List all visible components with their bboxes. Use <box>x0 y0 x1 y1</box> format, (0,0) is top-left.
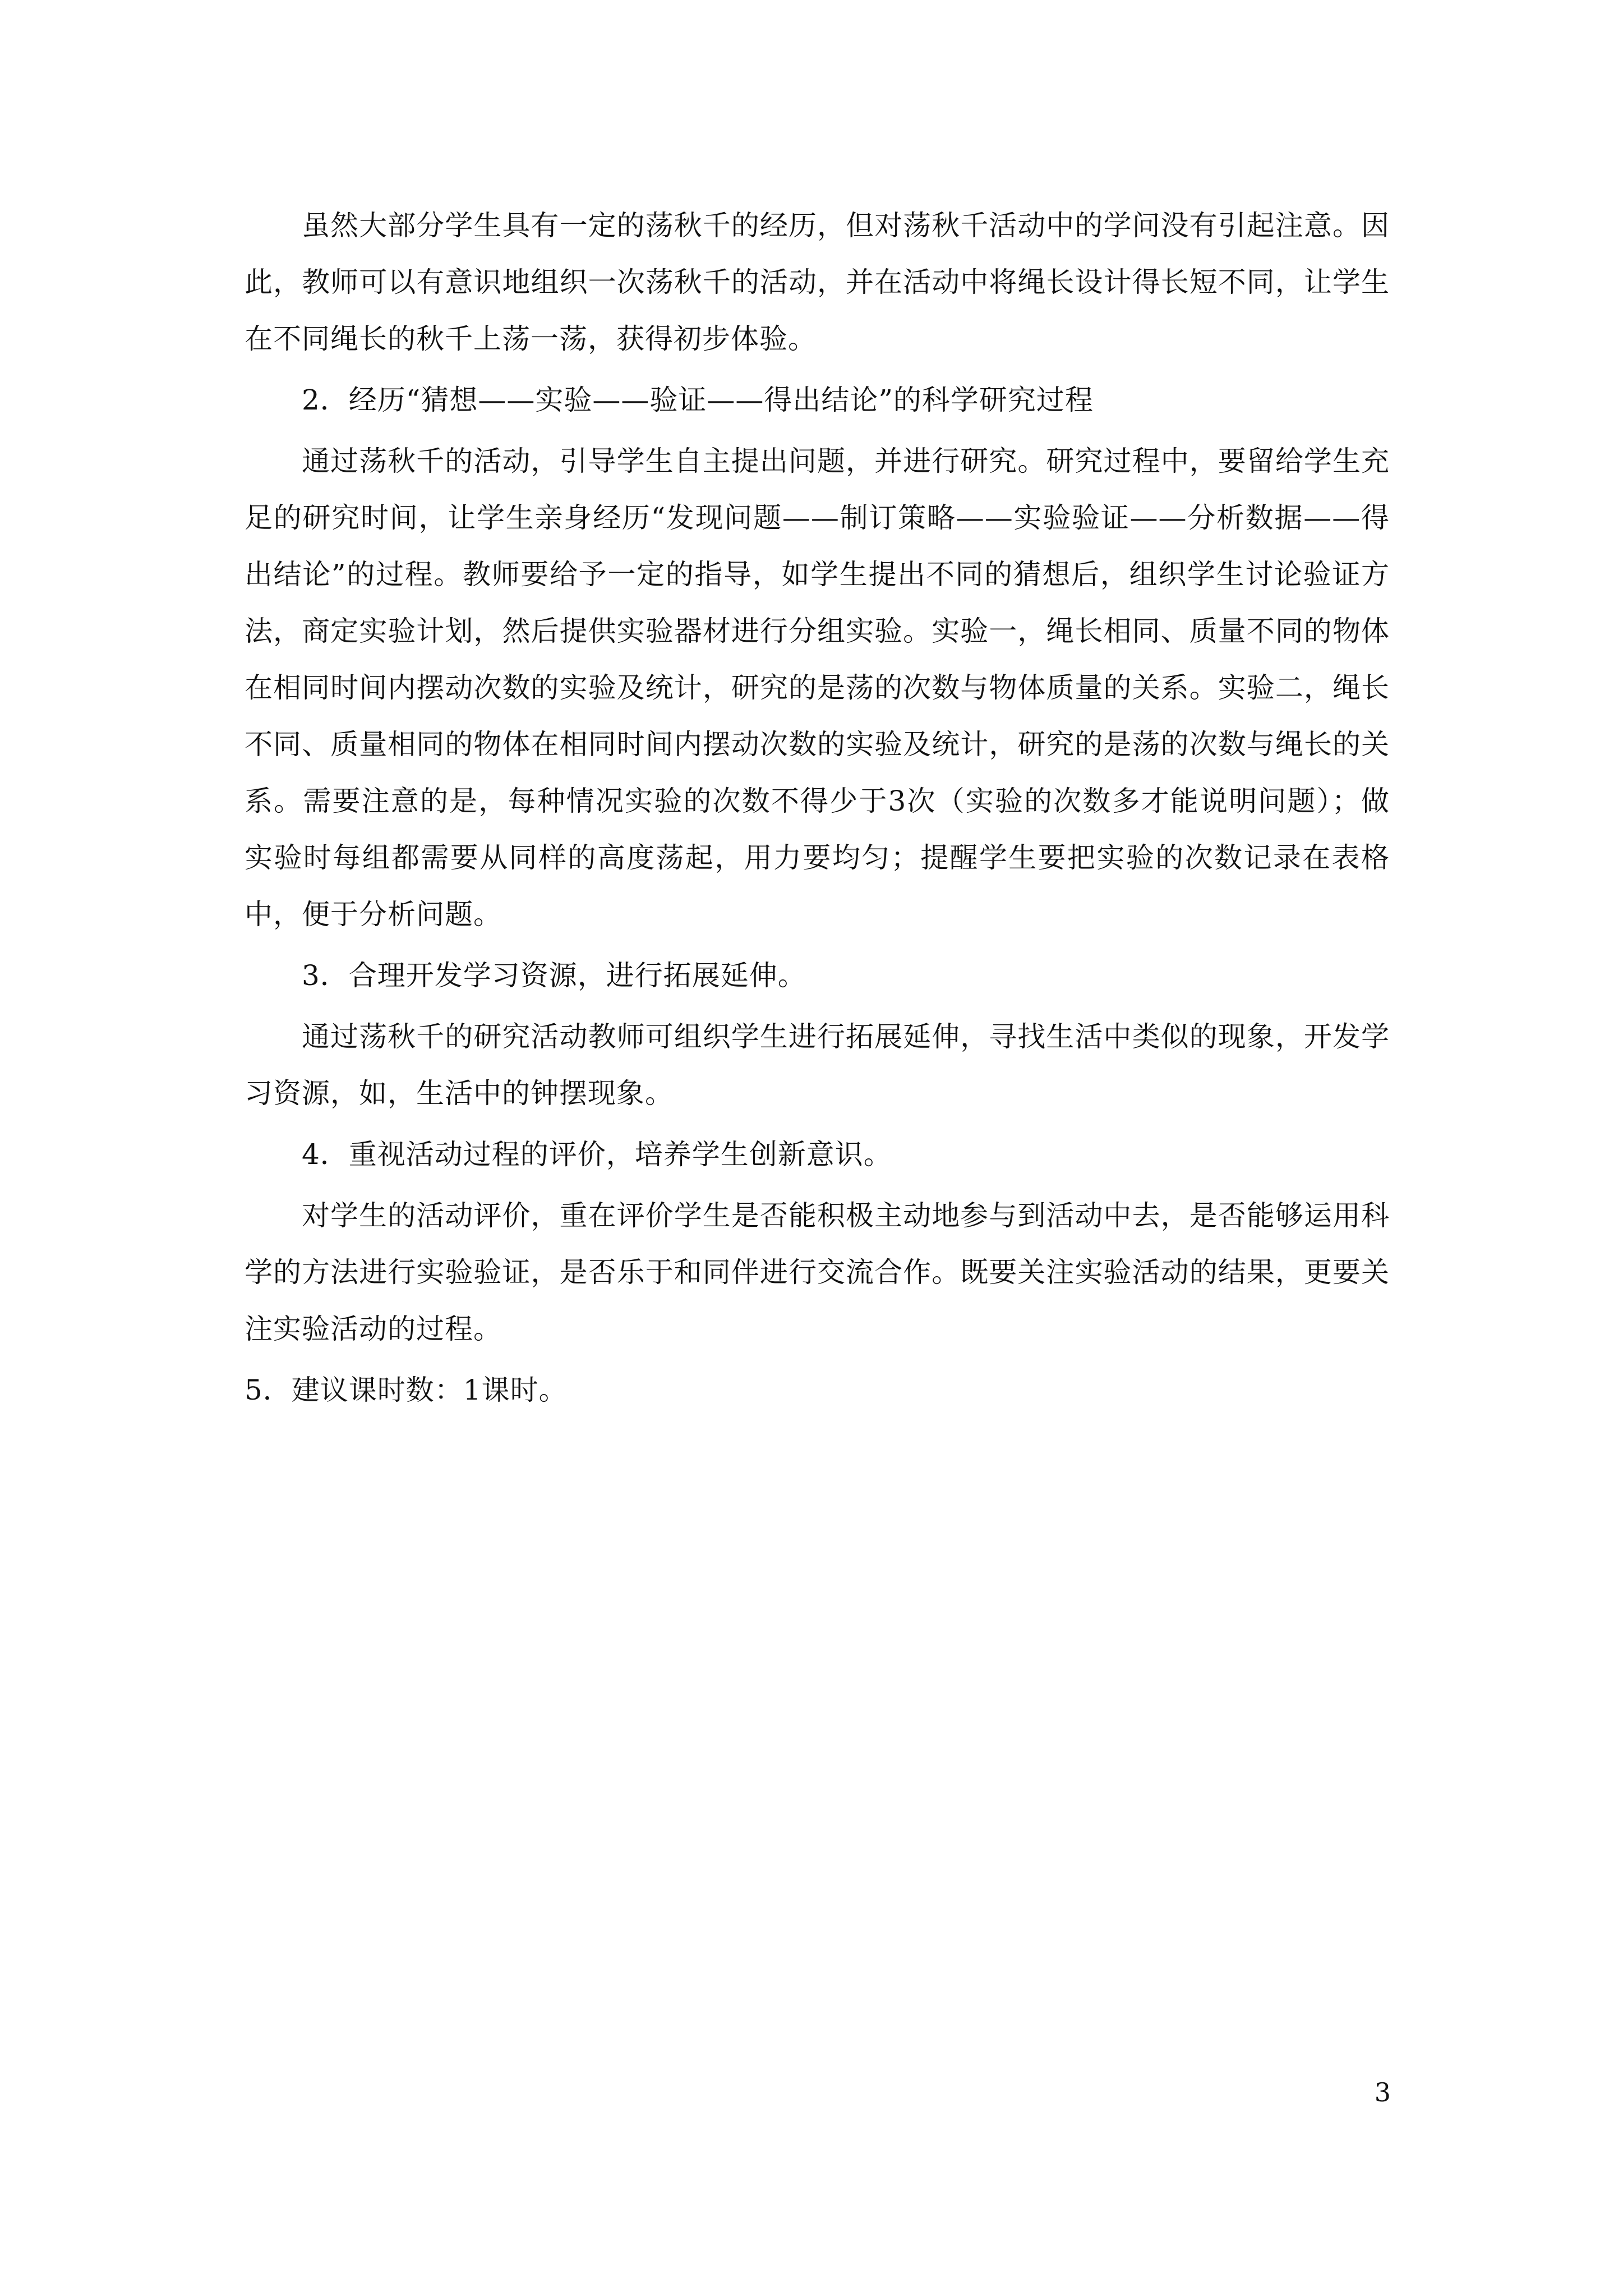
heading-learning-resources: 3．合理开发学习资源，进行拓展延伸。 <box>302 959 806 992</box>
page-number: 3 <box>1374 2077 1391 2108</box>
paragraph-research-process: 通过荡秋千的活动，引导学生自主提出问题，并进行研究。研究过程中，要留给学生充足的研究时间，让学生亲身经历“发现问题——制订策略——实验验证——分析数据——得出结论”的过程。教师要给予一定的指导，如学生提出不同的猜想后，组织学生讨论验证方法，商定实验计划，然后提供实验器材进行分组实验。实验一，绳长相同、质量不同的物体在相同时间内摆动次数的实验及统计，研究的是荡的次数与物体质量的关系。实验二，绳长不同、质量相同的物体在相同时间内摆动次数的实验及统计，研究的是荡的次数与绳长的关系。需要注意的是，每种情况实验的次数不得少于3次（实验的次数多才能说明问题）；做实验时每组都需要从同样的高度荡起，用力要均匀；提醒学生要把实验的次数记录在表格中，便于分析问题。 <box>245 445 1390 931</box>
paragraph-evaluation: 对学生的活动评价，重在评价学生是否能积极主动地参与到活动中去，是否能够运用科学的方法进行实验验证，是否乐于和同伴进行交流合作。既要关注实验活动的结果，更要关注实验活动的过程。 <box>245 1199 1390 1345</box>
suggested-class-hours: 5．建议课时数：1课时。 <box>245 1374 568 1406</box>
heading-scientific-process: 2．经历“猜想——实验——验证——得出结论”的科学研究过程 <box>302 384 1094 416</box>
paragraph-swing-experience: 虽然大部分学生具有一定的荡秋千的经历，但对荡秋千活动中的学问没有引起注意。因此，教师可以有意识地组织一次荡秋千的活动，并在活动中将绳长设计得长短不同，让学生在不同绳长的秋千上荡一荡，获得初步体验。 <box>245 209 1390 355</box>
document-body <box>245 197 1390 1423</box>
paragraph-extension: 通过荡秋千的研究活动教师可组织学生进行拓展延伸，寻找生活中类似的现象，开发学习资源，如，生活中的钟摆现象。 <box>245 1020 1390 1110</box>
heading-evaluation: 4．重视活动过程的评价，培养学生创新意识。 <box>302 1138 892 1171</box>
